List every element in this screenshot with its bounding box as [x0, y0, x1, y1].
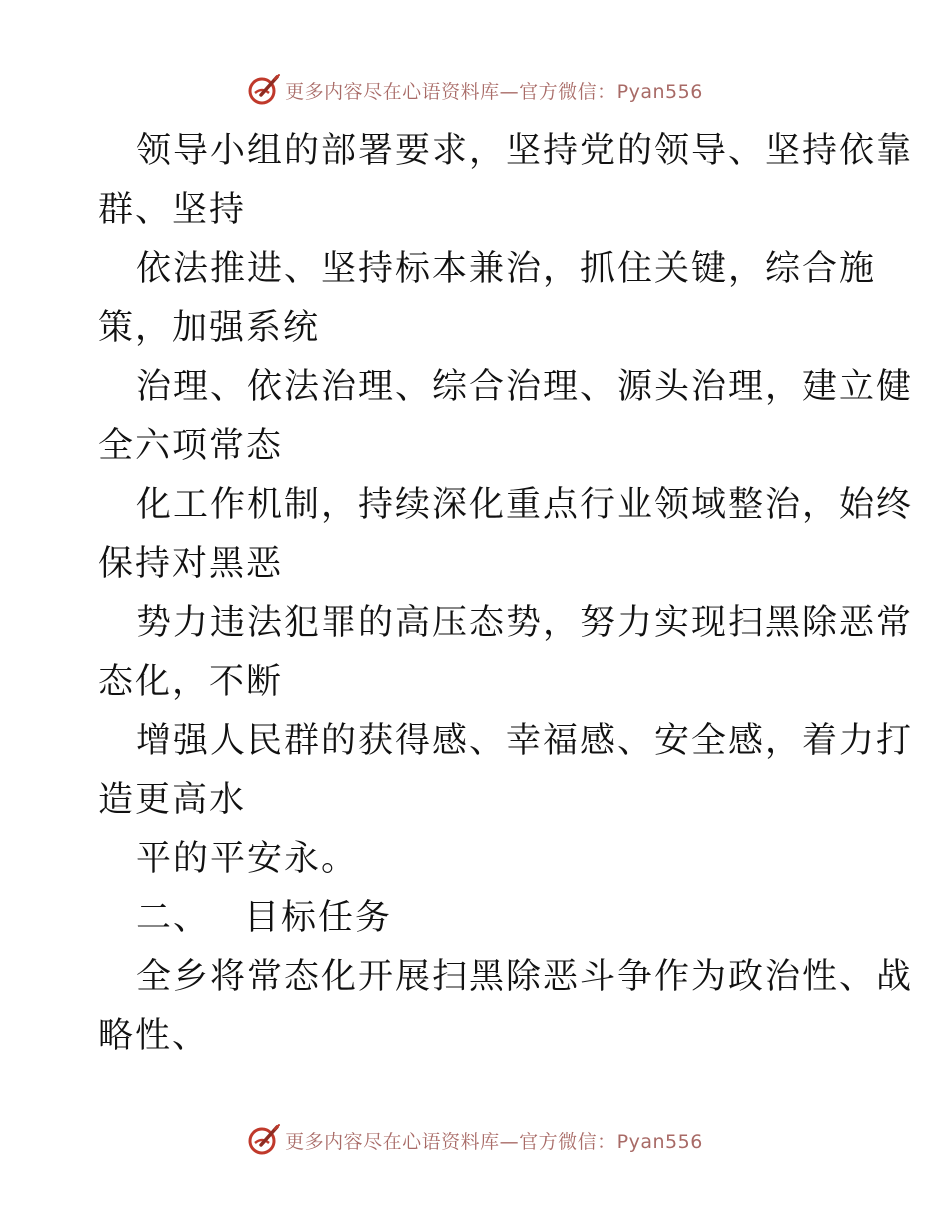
- text-line: 全乡将常态化开展扫黑除恶斗争作为政治性、战: [136, 957, 914, 997]
- header-watermark-text: 更多内容尽在心语资料库—官方微信：Pyan556: [285, 80, 703, 103]
- header-watermark-banner: [0, 70, 950, 110]
- text-line: 策，加强系统: [98, 308, 321, 348]
- book-pen-logo-icon: [247, 1123, 281, 1157]
- text-line: 造更高水: [98, 780, 247, 820]
- section-heading-title: 目标任务: [244, 898, 393, 938]
- text-line: 势力违法犯罪的高压态势，努力实现扫黑除恶常: [136, 603, 914, 643]
- text-line: 保持对黑恶: [98, 544, 284, 584]
- book-pen-logo-icon: [247, 73, 281, 107]
- text-line: 态化，不断: [98, 662, 284, 702]
- footer-watermark-text: 更多内容尽在心语资料库—官方微信：Pyan556: [285, 1130, 703, 1153]
- document-body: [98, 122, 914, 1066]
- text-line: 领导小组的部署要求，坚持党的领导、坚持依靠: [136, 131, 914, 171]
- text-line: 平的平安永。: [136, 839, 359, 879]
- text-line: 全六项常态: [98, 426, 284, 466]
- footer-watermark-banner: [0, 1120, 950, 1160]
- section-heading-number: 二、: [136, 898, 211, 938]
- text-line: 化工作机制，持续深化重点行业领域整治，始终: [136, 485, 914, 525]
- text-line: 略性、: [98, 1016, 210, 1056]
- section-heading: [98, 889, 858, 948]
- text-line: 群、坚持: [98, 190, 247, 230]
- text-line: 增强人民群的获得感、幸福感、安全感，着力打: [136, 721, 914, 761]
- text-line: 依法推进、坚持标本兼治，抓住关键，综合施: [136, 249, 877, 289]
- text-line: 治理、依法治理、综合治理、源头治理，建立健: [136, 367, 914, 407]
